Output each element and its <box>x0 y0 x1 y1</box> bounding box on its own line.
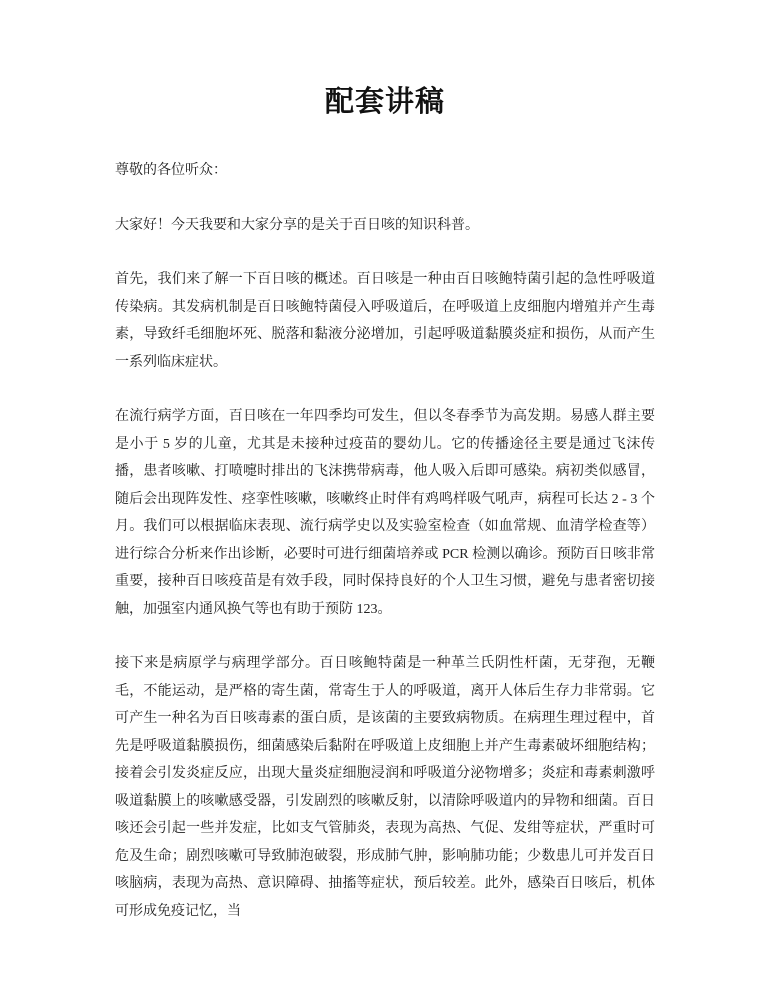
paragraph-overview: 首先，我们来了解一下百日咳的概述。百日咳是一种由百日咳鲍特菌引起的急性呼吸道传染病。其发病机制是百日咳鲍特菌侵入呼吸道后，在呼吸道上皮细胞内增殖并产生毒素，导致纤毛细胞坏死、脱落和黏液分泌增加，引起呼吸道黏膜炎症和损伤，从而产生一系列临床症状。 <box>115 272 655 370</box>
salutation-line: 尊敬的各位听众： <box>115 163 227 178</box>
paragraph-greeting: 大家好！今天我要和大家分享的是关于百日咳的知识科普。 <box>115 217 479 233</box>
document-title: 配套讲稿 <box>324 86 445 118</box>
paragraph-epidemiology-prevention: 在流行病学方面，百日咳在一年四季均可发生，但以冬春季节为高发期。易感人群主要是小于 5 岁的儿童，尤其是未接种过疫苗的婴幼儿。它的传播途径主要是通过飞沫传播，患者咳嗽、打喷嚏时排出的飞沫携带病毒，他人吸入后即可感染。病初类似感冒，随后会出现阵发性、痉挛性咳嗽，咳嗽终止时伴有鸡鸣样吸气吼声，病程可长达 2 - 3 个月。我们可以根据临床表现、流行病学史以及实验室检查（如血常规、血清学检查等）进行综合分析来作出诊断，必要时可进行细菌培养或 PCR 检测以确诊。预防百日咳非常重要，接种百日咳疫苗是有效手段，同时保持良好的个人卫生习惯，避免与患者密切接触，加强室内通风换气等也有助于预防 123。 <box>115 409 655 617</box>
paragraph-pathogenesis-pathology: 接下来是病原学与病理学部分。百日咳鲍特菌是一种革兰氏阴性杆菌，无芽孢，无鞭毛，不能运动，是严格的寄生菌，常寄生于人的呼吸道，离开人体后生存力非常弱。它可产生一种名为百日咳毒素的蛋白质，是该菌的主要致病物质。在病理生理过程中，首先是呼吸道黏膜损伤，细菌感染后黏附在呼吸道上皮细胞上并产生毒素破坏细胞结构；接着会引发炎症反应，出现大量炎症细胞浸润和呼吸道分泌物增多；炎症和毒素刺激呼吸道黏膜上的咳嗽感受器，引发剧烈的咳嗽反射，以清除呼吸道内的异物和细菌。百日咳还会引起一些并发症，比如支气管肺炎，表现为高热、气促、发绀等症状，严重时可危及生命；剧烈咳嗽可导致肺泡破裂，形成肺气肿，影响肺功能；少数患儿可并发百日咳脑病，表现为高热、意识障碍、抽搐等症状，预后较差。此外，感染百日咳后，机体可形成免疫记忆，当 <box>115 656 655 919</box>
